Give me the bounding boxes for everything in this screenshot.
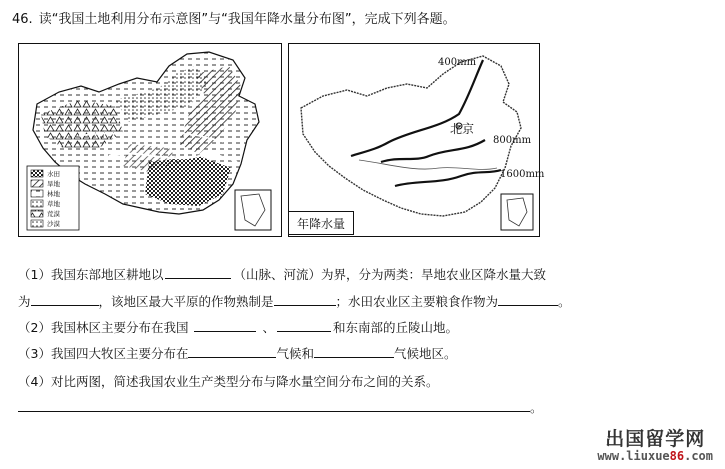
item-2-line (18, 318, 458, 336)
item-2-text-b: 、 (262, 320, 275, 335)
item-4-answer-line (18, 398, 543, 416)
legend-dryland: 旱地 (47, 180, 60, 188)
item-1-text-f: 。 (558, 294, 571, 309)
item-1-line-1 (18, 265, 546, 283)
item-4-blank-answer[interactable] (18, 399, 530, 412)
isoline-800mm-label: 800mm (493, 135, 532, 146)
legend-desert: 沙漠 (47, 220, 60, 228)
question-prompt: 读“我国土地利用分布示意图”与“我国年降水量分布图”，完成下列各题。 (38, 12, 456, 27)
land-use-map (18, 43, 282, 237)
item-2-blank-1[interactable] (194, 319, 256, 332)
watermark-url-c: .com (684, 449, 713, 464)
legend-forest: 林地 (47, 190, 60, 198)
isoline-1600mm-label: 1600mm (500, 169, 545, 180)
item-3-text-c: 气候地区。 (393, 346, 457, 361)
item-4-end: 。 (530, 400, 543, 415)
rainfall-map-title: 年降水量 (288, 211, 354, 235)
question-title (12, 8, 456, 27)
item-2-text-c: 和东南部的丘陵山地。 (332, 320, 458, 335)
item-1-text-d: ，该地区最大平原的作物熟制是 (98, 294, 274, 309)
item-3-blank-1[interactable] (188, 345, 276, 358)
item-1-blank-cropping[interactable] (274, 293, 336, 306)
legend-paddy: 水田 (47, 170, 60, 178)
item-2-blank-2[interactable] (277, 319, 331, 332)
isoline-400mm-label: 400mm (438, 57, 477, 68)
item-1-text-b: （山脉、河流）为界，分为两类：旱地农业区降水量大致 (233, 267, 546, 282)
item-1-line-2 (18, 292, 571, 310)
legend-barren: 荒漠 (47, 210, 60, 218)
watermark-url-b: 86 (669, 449, 685, 464)
site-watermark (597, 430, 713, 463)
item-1-blank-boundary[interactable] (165, 266, 231, 279)
beijing-label: 北京 (450, 122, 475, 136)
watermark-url-a: www.liuxue (597, 449, 670, 464)
item-3-blank-2[interactable] (314, 345, 394, 358)
item-2-text-a: （2）我国林区主要分布在我国 (18, 320, 189, 335)
item-1-text-c: 为 (18, 294, 31, 309)
watermark-url (597, 450, 713, 463)
legend-grassland: 草地 (47, 200, 60, 208)
item-1-blank-rainfall[interactable] (31, 293, 99, 306)
item-1-blank-grain[interactable] (498, 293, 558, 306)
item-1-text-e: ；水田农业区主要粮食作物为 (335, 294, 499, 309)
question-number: 46. (12, 12, 33, 27)
watermark-site-name: 出国留学网 (605, 428, 706, 451)
item-4-question: （4）对比两图，简述我国农业生产类型分布与降水量空间分布之间的关系。 (18, 374, 439, 389)
item-3-line (18, 344, 457, 362)
land-use-map-graphic (19, 44, 281, 236)
item-3-text-b: 气候和 (276, 346, 314, 361)
item-1-text-a: （1）我国东部地区耕地以 (18, 267, 164, 282)
item-3-text-a: （3）我国四大牧区主要分布在 (18, 346, 189, 361)
